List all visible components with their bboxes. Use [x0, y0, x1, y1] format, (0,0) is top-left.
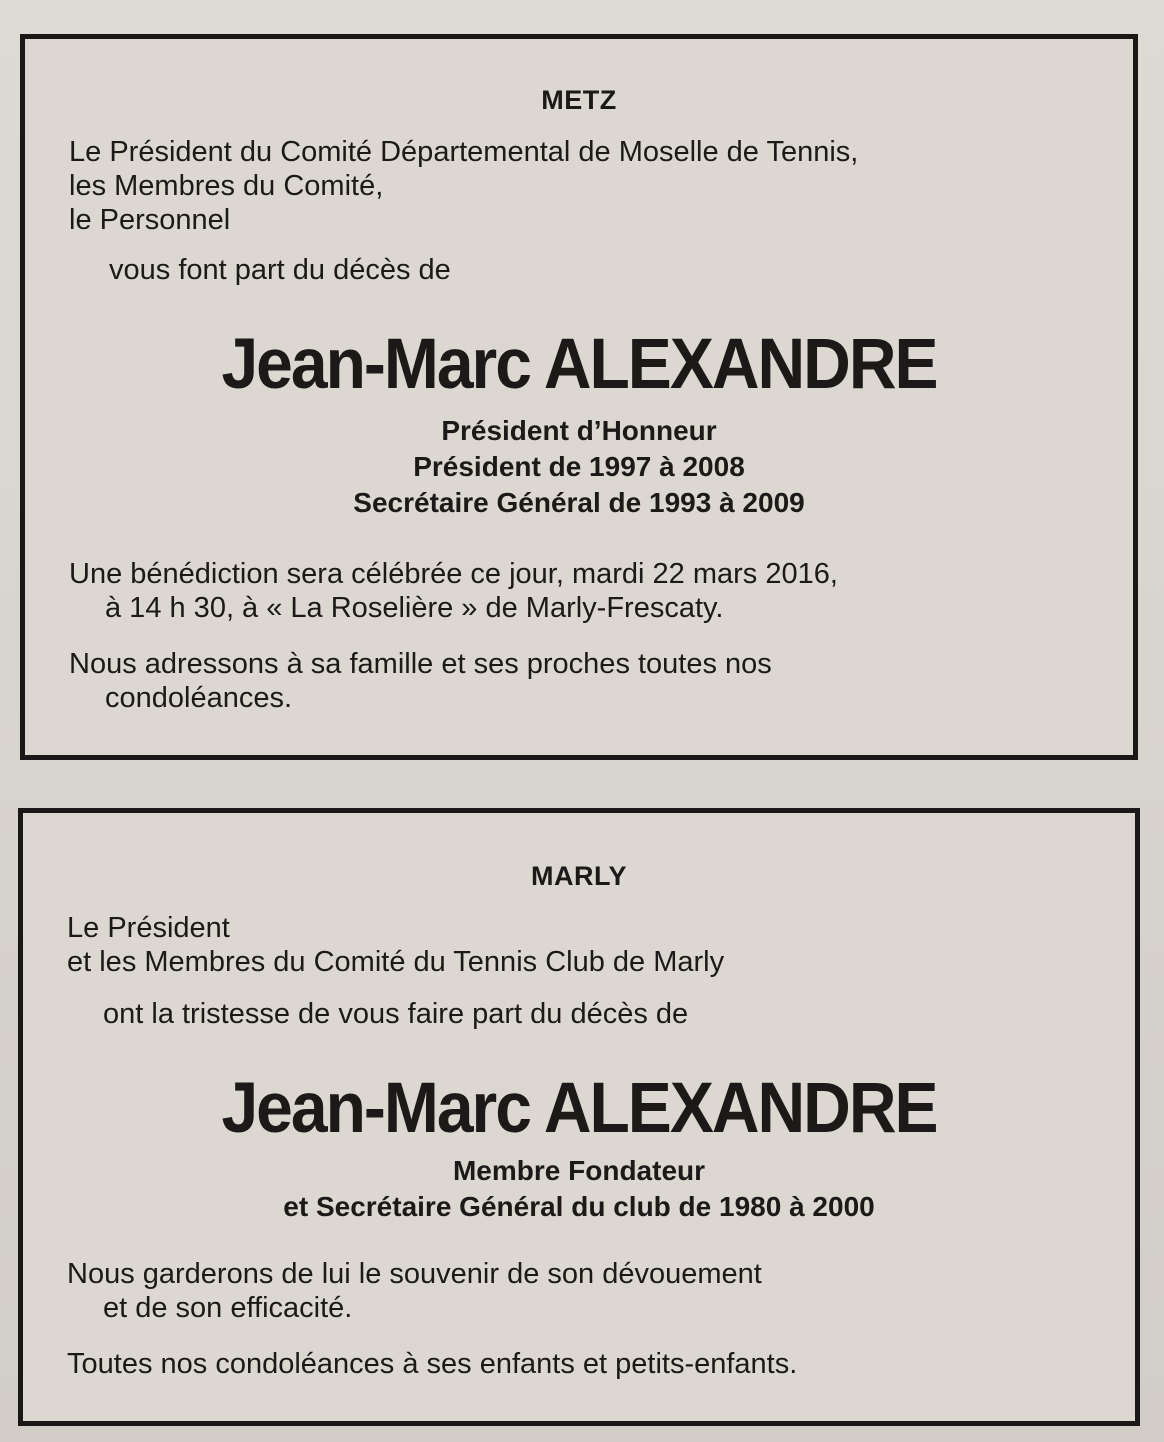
announcement-text: vous font part du décès de	[109, 254, 451, 286]
obituary-notice-marly	[18, 808, 1140, 1426]
announcement-text: ont la tristesse de vous faire part du décès de	[103, 998, 689, 1030]
honorary-title: Président d’Honneur	[441, 415, 717, 446]
sender-line: Le Président du Comité Départemental de Moselle de Tennis,	[69, 136, 859, 168]
ceremony-text: à 14 h 30, à « La Roselière » de Marly-Frescaty.	[105, 592, 724, 624]
remembrance-text: Nous garderons de lui le souvenir de son dévouement	[67, 1258, 762, 1290]
ceremony-text: Une bénédiction sera célébrée ce jour, mardi 22 mars 2016,	[69, 558, 838, 590]
condolences-text: condoléances.	[105, 682, 293, 714]
obituary-notice-metz	[20, 34, 1138, 760]
condolences-text: Toutes nos condoléances à ses enfants et petits-enfants.	[67, 1348, 798, 1380]
sender-line: les Membres du Comité,	[69, 170, 384, 202]
honorary-title: Membre Fondateur	[452, 1155, 706, 1186]
remembrance-text: et de son efficacité.	[103, 1292, 353, 1324]
deceased-name: Jean-Marc ALEXANDRE	[221, 323, 937, 403]
notice-city: MARLY	[530, 861, 627, 891]
sender-line: Le Président	[67, 912, 230, 944]
sender-line: le Personnel	[69, 204, 231, 236]
deceased-name: Jean-Marc ALEXANDRE	[221, 1067, 937, 1147]
sender-line: et les Membres du Comité du Tennis Club de Marly	[67, 946, 725, 978]
honorary-title: et Secrétaire Général du club de 1980 à 2000	[283, 1191, 875, 1222]
honorary-title: Secrétaire Général de 1993 à 2009	[353, 487, 805, 518]
honorary-title: Président de 1997 à 2008	[413, 451, 745, 482]
condolences-text: Nous adressons à sa famille et ses proches toutes nos	[69, 648, 772, 680]
notice-city: METZ	[541, 85, 617, 115]
